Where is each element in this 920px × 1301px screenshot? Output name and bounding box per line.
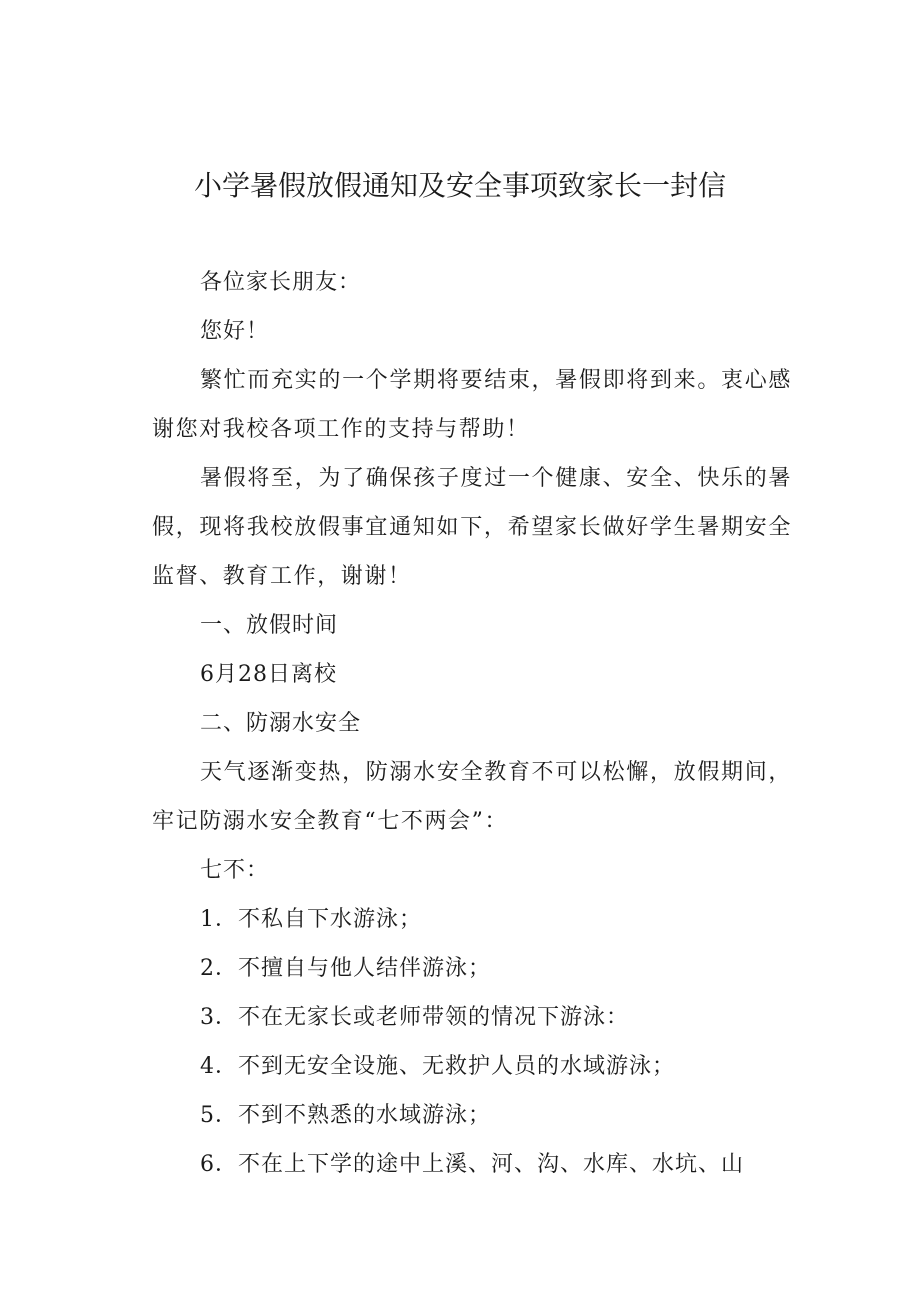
greeting: 您好！: [200, 319, 270, 344]
salutation: 各位家长朋友：: [200, 270, 362, 295]
paragraph-notice: 暑假将至，为了确保孩子度过一个健康、安全、快乐的暑假，现将我校放假事宜通知如下，希望家长做好学生暑期安全监督、教育工作，谢谢！: [152, 466, 792, 589]
document-body: [152, 258, 792, 1189]
list-item: 3．不在无家长或老师带领的情况下游泳：: [200, 1005, 629, 1030]
list-item: 2．不擅自与他人结伴游泳；: [200, 956, 491, 981]
list-item: 6．不在上下学的途中上溪、河、沟、水库、水坑、山: [200, 1152, 744, 1177]
paragraph-water-safety: 天气逐渐变热，防溺水安全教育不可以松懈，放假期间，牢记防溺水安全教育“七不两会”：: [152, 760, 792, 834]
list-item: 4．不到无安全设施、无救护人员的水域游泳；: [200, 1054, 675, 1079]
paragraph-intro: 繁忙而充实的一个学期将要结束，暑假即将到来。衷心感谢您对我校各项工作的支持与帮助！: [152, 368, 792, 442]
document-title: 小学暑假放假通知及安全事项致家长一封信: [193, 169, 726, 202]
leave-date: 6月28日离校: [200, 662, 337, 687]
list-item: 1．不私自下水游泳；: [200, 907, 422, 932]
section-heading-water: 二、防溺水安全: [200, 711, 362, 736]
section-heading-time: 一、放假时间: [200, 613, 339, 638]
list-heading-seven-nots: 七不：: [200, 858, 270, 883]
list-item: 5．不到不熟悉的水域游泳；: [200, 1103, 491, 1128]
